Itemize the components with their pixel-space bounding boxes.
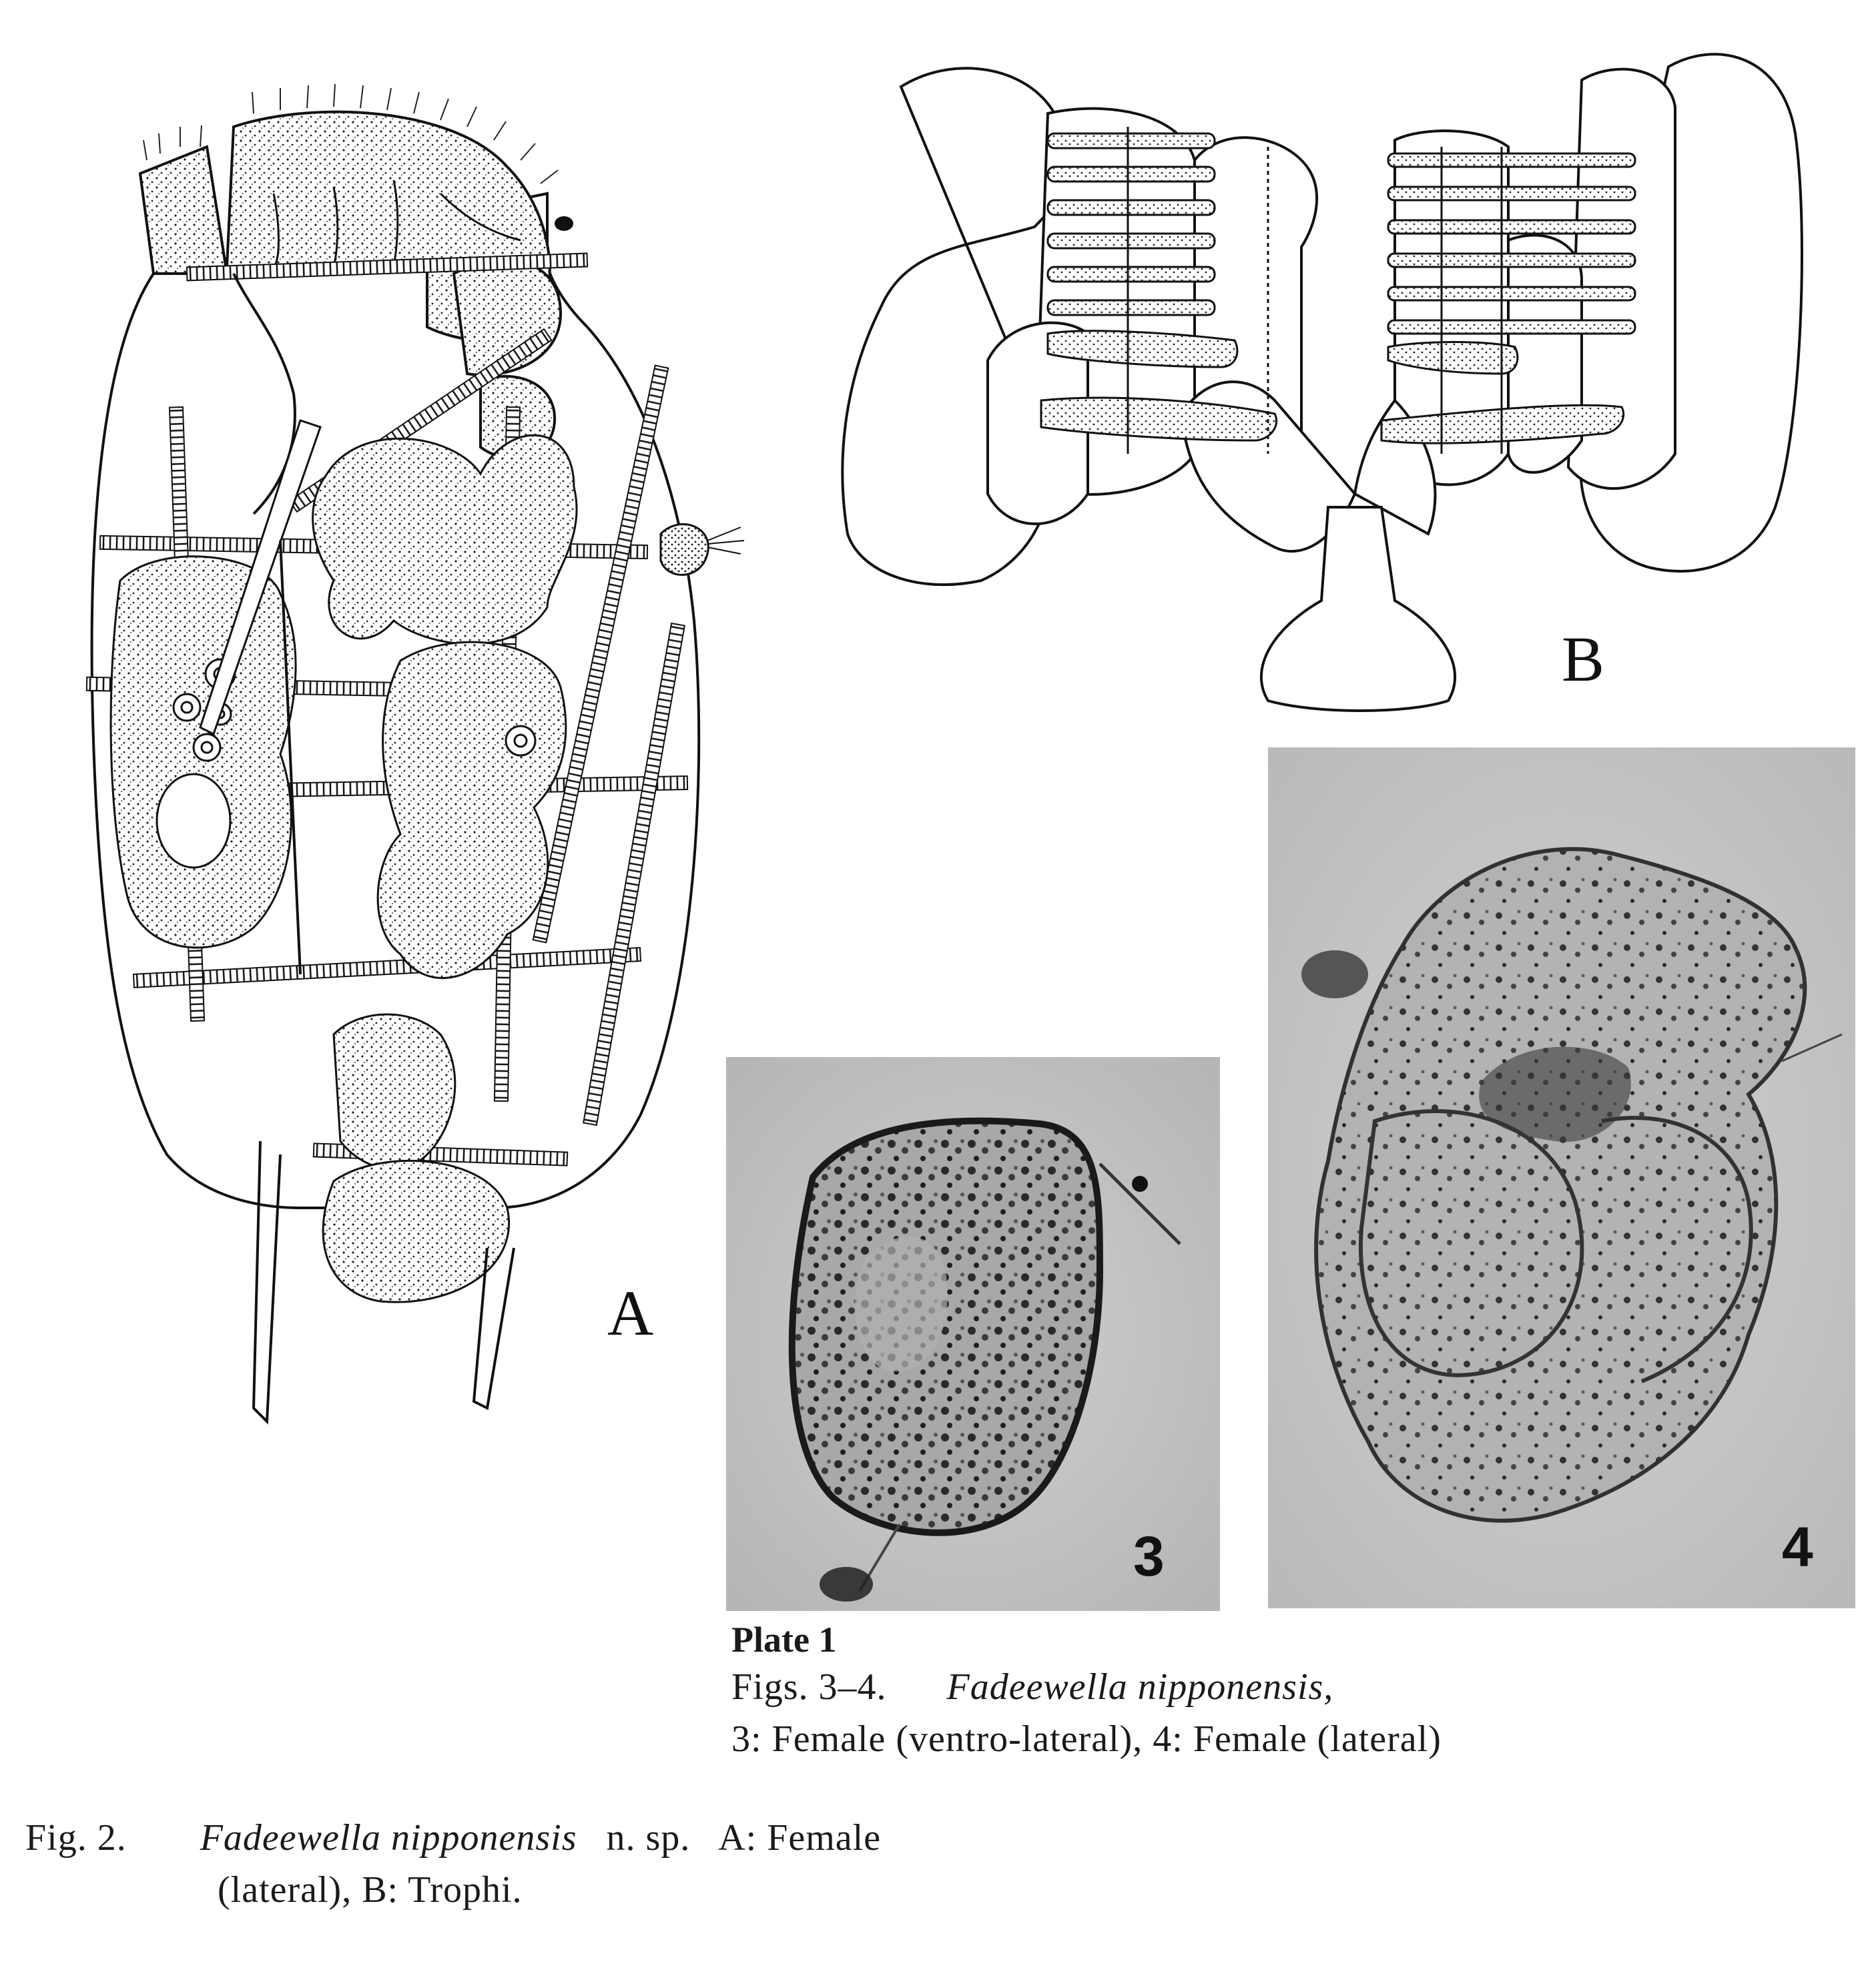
fig2-caption-line1 bbox=[25, 1819, 881, 1857]
plate1-caption-line2: 3: Female (ventro-lateral), 4: Female (lateral) bbox=[731, 1718, 1442, 1760]
fig2-number: Fig. 2. bbox=[25, 1817, 127, 1859]
photo-4-number: 4 bbox=[1782, 1516, 1813, 1578]
fig2-panel-a-label: A bbox=[607, 1277, 654, 1349]
plate1-figs-ref: Figs. 3–4. bbox=[731, 1666, 887, 1708]
fig2-caption-rest: n. sp. A: Female bbox=[606, 1817, 882, 1859]
plate1-caption-line1 bbox=[731, 1668, 1333, 1706]
plate1-title: Plate 1 bbox=[731, 1620, 837, 1660]
fig2-panel-a-drawing bbox=[80, 73, 788, 1448]
fig2-panel-b-label: B bbox=[1562, 623, 1605, 695]
fig2-caption-line2: (lateral), B: Trophi. bbox=[218, 1869, 523, 1911]
fig2-panel-b-drawing bbox=[808, 27, 1822, 721]
photo-4-specimen bbox=[1268, 747, 1855, 1608]
plate1-photo-4 bbox=[1268, 747, 1855, 1608]
photo-3-number: 3 bbox=[1133, 1525, 1165, 1588]
fig2-species: Fadeewella nipponensis bbox=[200, 1817, 577, 1859]
plate1-species: Fadeewella nipponensis, bbox=[946, 1666, 1334, 1708]
plate1-photo-3 bbox=[726, 1057, 1220, 1611]
